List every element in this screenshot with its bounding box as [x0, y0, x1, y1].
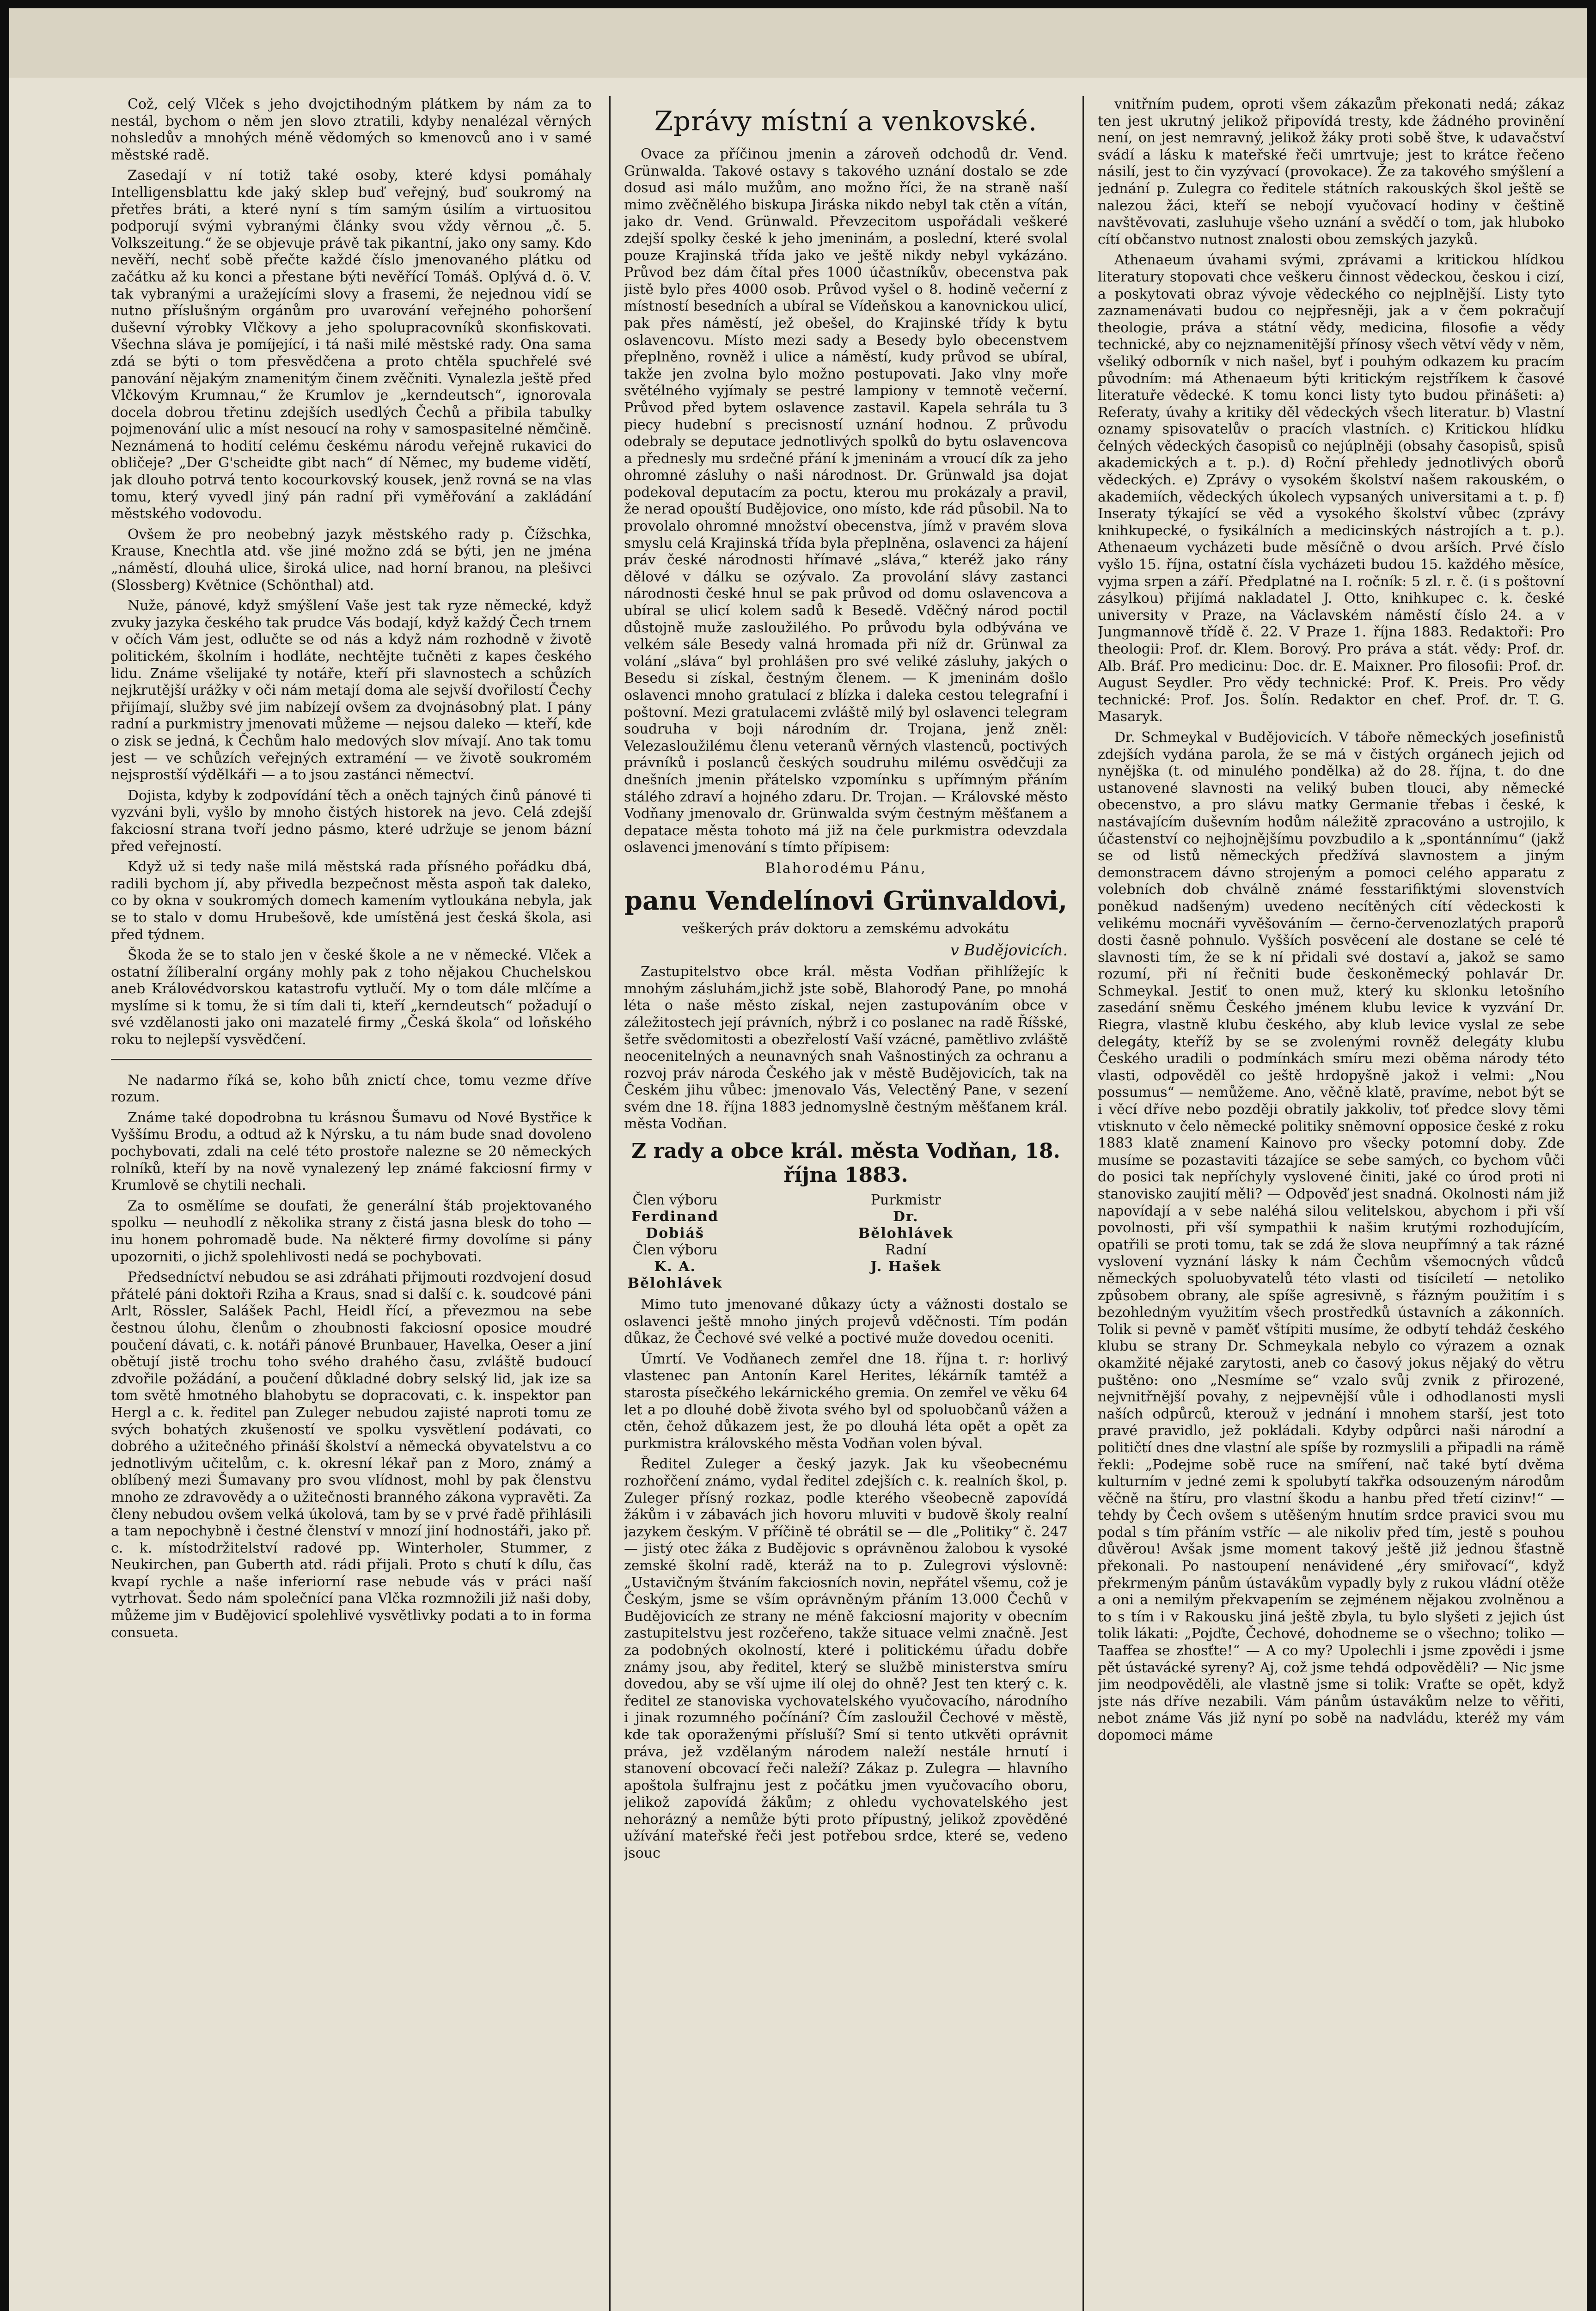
article-paragraph: Známe také dopodrobna tu krásnou Šumavu od Nové Bystřice k Vyššímu Brodu, a odtud až k Nýrsku, a tu nám bude snad dovoleno pochybovati, zdali na celé této prostoře nalezne se 20 německých rolníků, kteří by na nově vynalezený lep známé fakciosní firmy v Krumlově se chytili nechali. [111, 1109, 592, 1194]
left-column-continued-article [111, 1072, 592, 1642]
news-paragraph: Ovace za příčinou jmenin a zároveň odchodů dr. Vend. Grünwalda. Takové ostavy s takového uznání dostalo se zde dosud asi málo mužům, ano možno říci, že na straně naší mimo zvěčnělého biskupa Jiráska nikdo nebyl tak ctěn a vítán, jako dr. Vend. Grünwald. Převzecitom uspořádali veškeré zdejší spolky české k jeho jmeninám, a poslední, které svolal pouze Krajinská třída jako ve ještě nikdy nebyl vykázáno. Průvod bez dám čítal přes 1000 účastníkův, obecenstva pak jistě bylo přes 4000 osob. Průvod vyšel o 8. hodině večerní z místností besedních a ubíral se Vídeňskou a kanovnickou ulicí, pak přes náměstí, jež obešel, do Krajinské třídy k bytu oslavencovu. Místo mezi sady a Besedy bylo obecenstvem přeplněno, rovněž i ulice a náměstí, kudy průvod se ubíral, takže jen zvolna bylo možno postupovati. Jako vlny moře světélného vyjímaly se pestré lampiony v temnotě večerní. Průvod před bytem oslavence zastavil. Kapela sehrála tu 3 piecy hudební s precisností uznání hodnou. Z průvodu odebraly se deputace jednotlivých spolků do bytu oslavencova a přednesly mu srdečné přání k jmeninám a vroucí dík za jeho ohromné zásluhy o naši národnost. Dr. Grünwald jsa dojat podekoval deputacím za poctu, kterou mu prokázaly a pravil, že nerad opouští Budějovice, ono místo, kde rád působil. Na to provolalo ohromné množství obecenstva, jímž v pravém slova smyslu celá Krajinská třída byla přeplněna, oslavenci za hájení práv české národnosti hřímavé „sláva,“ kteréž jako rány dělové v dálku se ozývalo. Za provolání slávy zastanci národnosti české hnul se pak průvod od domu oslavencova a ubíral se ulicí kolem sadů k Besedě. Vděčný národ poctil důstojně muže zasloužilého. Po průvodu byla odbývána ve velkém sále Besedy valná hromada při níž dr. Grünwal za volání „sláva“ byl prohlášen pro své veliké zásluhy, jakých o Besedu si získal, čestným členem. — K jmeninám došlo oslavenci mnoho gratulací z blízka i daleka cestou telegrafní i poštovní. Mezi gratulacemi zvláště milý byl oslavenci telegram soudruha v boji národním dr. Trojana, jenž zněl: Velezasloužilému členu veteranů věrných vlastenců, poctivých právníků i poslanců českých soudruhu milému osvědčuji za dnešních jmenin přátelsko vzpomínku s upřímným přáním stálého zdraví a hojného zdaru. Dr. Trojan. — Královské město Vodňany jmenovalo dr. Grünwalda svým čestným měšťanem a depatace města tohoto má již na čele purkmistra odevzdala oslavenci jmenování s tímto přípisem: [624, 146, 1068, 856]
news-paragraph: Úmrtí. Ve Vodňanech zemřel dne 18. října t. r: horlivý vlastenec pan Antonín Karel Herites, lékárník tamtéž a starosta písečkého lekárnického gremia. On zemřel ve věku 64 let a po dlouhé době života svého byl od spoluobčanů vážen a ctěn, čehož důkazem jest, že po dlouhá léta opět a opět za purkmistra královského města Vodňan volen býval. [624, 1351, 1068, 1452]
honorary-citizenship-notice [624, 860, 1068, 1292]
column-left [111, 96, 592, 2311]
left-column-articles [111, 96, 592, 1049]
newspaper-page [9, 8, 1587, 2311]
signature-name: Dr. Bělohlávek [858, 1209, 954, 1242]
article-paragraph: Ovšem že pro neobebný jazyk městského rady p. Čížschka, Krause, Knechtla atd. vše jiné možno zdá se býti, jen ne jména „náměstí, dlouhá ulice, široká ulice, nad horní branou, na plešivci (Slossberg) Květnice (Schönthal) atd. [111, 526, 592, 593]
article-paragraph: Nuže, pánové, když smýšlení Vaše jest tak ryze německé, když zvuky jazyka českého tak prudce Vás bodají, když každý Čech trnem v očích Vám jest, odlučte se od nás a když nám rozhodně v životě politickém, školním i hodláte, nechtějte tučněti z kapes českého lidu. Známe všelijaké ty notáře, kteří při slavnostech a schůzích nejkrutější urážky v oči nám metají doma ale sejvší dvořilostí Čechy přijímají, služby své jim nabízejí ovšem za dvojnásobný plat. I pány radní a purkmistry jmenovati můžeme — nejsou daleko — kteří, kde o zisk se jedná, k Čechům halo medových slov mívají. Ano tak tomu jest — ve schůzích veřejných extraméní — ve životě soukromém nejsprostší výdělkáři — a to jsou zastánci němectví. [111, 598, 592, 783]
signature-name: K. A. Bělohlávek [627, 1259, 723, 1292]
right-column-articles [1098, 96, 1565, 1744]
notice-subtitle: veškerých práv doktoru a zemskému advokátu [682, 920, 1009, 937]
article-paragraph: Zasedají v ní totiž také osoby, které kdysi pomáhaly Intelligensblattu kde jaký sklep buď veřejný, buď soukromý na přetřes bráti, a které nyní s tím samým úsilím a virtuositou podporují svými vybranými články svou vždy věrnou „č. 5. Volkszeitung.“ že se objevuje právě tak pikantní, jako ony samy. Kdo nevěří, nechť sobě přečte každé číslo jmenovaného plátku od začátku až ku konci a přestane býti nevěřící Tomáš. Oplývá d. ö. V. tak vybranými a uražejícími slovy a frasemi, že nejednou vidí se nutno příslušným orgánům pro uvarování veřejného pohoršení duševní výrobky Vlčkovy a jeho spolupracovníků skonfiskovati. Všechna sláva je pomíjející, i tá naši milé městské rady. Ona sama zdá se býti o tom přesvědčena a proto chtěla spuchřelé své panování nějakým znamenitým činem zvěčniti. Vynalezla ještě před Vlčkovým Krumnau,“ že Krumlov je „kerndeutsch“, ignorovala docela dobrou třetinu zdejších usedlých Čechů a přibila tabulky pojmenování ulic a míst nesoucí na rohy v samospasitelné němčině. Neznámená to hodití celému českému národu veřejně rukavici do obličeje? „Der G'scheidte gibt nach“ dí Němec, my budeme vidětí, jak dlouho potrvá tento kocourkovský kousek, jenž rovná se na vlas tomu, který vyvedl jiný pán radní při vyměřování a zakládání městského vodovodu. [111, 167, 592, 522]
page-top-margin [9, 8, 1587, 78]
news-paragraph: Athenaeum úvahami svými, zprávami a kritickou hlídkou literatury stopovati chce veškeru činnost vědeckou, českou i cizí, a poskytovati obraz vývoje vědeckého co nejplnější. Listy tyto zaznamenávati budou co nejpřesněji, jak a v čem pokračují theologie, práva a státní vědy, medicina, filosofie a vědy technické, aby co nejznamenitější přínosy všech větví vědy v něm, všeliký odborník v nich našel, byť i pouhým odkazem ku pracím původním: má Athenaeum býti kritickým rejstříkem k časové literatuře vědecké. K tomu konci listy tyto budou přinášeti: a) Referaty, úvahy a kritiky děl vědeckých všech literatur. b) Vlastní oznamy spisovatelův o pracích vlastních. c) Kritickou hlídku čelných vědeckých časopisů co nejúplněji (obsahy časopisů, spisů akademických a t. p.). d) Roční přehledy jednotlivých oborů vědeckých. e) Zprávy o vysokém školství našem rakouském, o akademiích, vědeckých úkolech vypsaných universitami a t. p. f) Inseraty týkající se věd a vysokého školství vůbec (zprávy knihkupecké, o fysikálních a medicinských nástrojích a t. p.). Athenaeum vycházeti bude měsíčně o dvou arších. Prvé číslo vyšlo 15. října, ostatní čísla vycházeti budou 15. každého měsíce, vyjma srpen a září. Předplatné na I. ročník: 5 zl. r. č. (i s poštovní zásylkou) přijímá nakladatel J. Otto, knihkupec c. k. české university v Praze, na Václavském náměstí číslo 24. a v Jungmannově třídě č. 22. V Praze 1. října 1883. Redaktoři: Pro theologii: Prof. dr. Klem. Borový. Pro práva a stát. vědy: Prof. dr. Alb. Bráf. Pro medicinu: Doc. dr. E. Maixner. Pro filosofii: Prof. dr. August Seydler. Pro vědy technické: Prof. K. Preis. Pro vědy technické: Prof. Jos. Šolín. Redaktor en chef. Prof. dr. T. G. Masaryk. [1098, 252, 1565, 725]
notice-body: Zastupitelstvo obce král. města Vodňan přihlížejíc k mnohým zásluhám,jichž jste sobě, Blahorodý Pane, po mnohá léta o naše město získal, nejen zastupováním obce v záležitostech její právních, nýbrž i co poslanec na radě Říšské, šetře svědomitosti a obezřelostí Vaší vzácné, pamětlivo zvláště neocenitelných a neunavných snah Vašnostiných za ochranu a rozvoj práv národa Českého jak v městě Budějovicích, tak na Českém jihu vůbec: jmenovalo Vás, Velectěný Pane, v sezení svém dne 18. října 1883 jednomyslně čestným měšťanem král. města Vodňan. [624, 964, 1068, 1132]
notice-recipient-name: panu Vendelínovi Grünvaldovi, [624, 885, 1068, 916]
article-paragraph: Ne nadarmo říká se, koho bůh znictí chce, tomu vezme dříve rozum. [111, 1072, 592, 1106]
notice-footer: Z rady a obce král. města Vodňan, 18. října 1883. [631, 1139, 1060, 1187]
article-paragraph: Za to osmělíme se doufati, že generální štáb projektovaného spolku — neuhodlí z několika strany z čistá jasna blesk do toho — inu honem pohromadě bude. Na některé firmy dovolíme si pány upozorniti, o jichž spolehlivosti nedá se pochybovati. [111, 1198, 592, 1265]
signature-role: Radní [885, 1242, 927, 1259]
article-paragraph: Škoda že se to stalo jen v české škole a ne v německé. Vlček a ostatní žíliberalní orgány mohly pak z toho nějakou Chuchelskou aneb Královédvorskou katastrofu vytlučí. My o tom dále mlčíme a myslíme si k tomu, že si tím dali ti, kteří „kerndeutsch“ požadují o své vzdělanosti jako oni mazatelé firmy „Česká škola“ od loňského roku to nejlepší vysvědčení. [111, 947, 592, 1048]
notice-signatures [624, 1192, 1068, 1292]
news-paragraph: Ředitel Zuleger a český jazyk. Jak ku všeobecnému rozhořčení známo, vydal ředitel zdejších c. k. realních škol, p. Zuleger přísný rozkaz, podle kterého všeobecně zapovídá žákům i v zábavách jich hovoru mluviti v budově školy realní jazykem českým. V příčině té obrátil se — dle „Politiky“ č. 247 — jistý otec žáka z Budějovic s oprávněnou žalobou k vysoké zemské školní radě, kteráž na to p. Zulegrovi výslovně: „Ustavičným štváním fakciosních novin, nepřátel všemu, což je Českým, jsme se vším oprávněným přáním 13.000 Čechů v Budějovicích ze strany ne méně fakciosní majority v obecním zastupitelstvu jest rozčeřeno, takže situace velmi značně. Jest za podobných okolností, které i politickému úřadu dobře známy jsou, aby ředitel, který se službě ministerstva smíru dovedou, aby se vší ujme ilí olej do ohně? Jest ten který c. k. ředitel ze stanoviska vychovatelského vyučovacího, národního i jinak rozumného počínání? Čím zasloužil Čechové v městě, kde tak oporaženými přísluší? Smí si tento utkvěti oprávnit práva, jež vzdělaným národem naleží nestále hrnutí i stanovení obcovací řeči naleží? Zákaz p. Zulegra — hlavního apoštola šulfrajnu jest z počátku jmen vyučovacího oboru, jelikož zapovídá žákům; z ohledu vychovatelského jest nehorázný a nemůže býti proto přípustný, jelikož zpověděné užívání mateřské řeči jest potřebou srdce, které se, vedeno jsouc [624, 1456, 1068, 1862]
signature-role: Člen výboru [632, 1192, 718, 1209]
signature-role: Purkmistr [870, 1192, 941, 1209]
article-paragraph: Když už si tedy naše milá městská rada přísného pořádku dbá, radili bychom jí, aby přivedla bezpečnost města aspoň tak daleko, co by okna v soukromých domech kamením vytloukána nebyla, jak se to stalo v domu Hrubešově, kde umístěná jest česká škola, asi před týdnem. [111, 859, 592, 943]
column-rule-1 [609, 96, 611, 2311]
signature-name: Ferdinand Dobiáš [631, 1209, 719, 1242]
article-paragraph: Dojista, kdyby k zodpovídání těch a oněch tajných činů pánové ti vyzváni byli, vyšlo by mnoho čistých historek na jevo. Celá zdejší fakciosní strana tvoří jedno pásmo, které udržuje se jenom bázní před veřejností. [111, 787, 592, 855]
article-paragraph: Předsedníctví nebudou se asi zdráhati přijmouti rozdvojení dosud přátelé páni doktoři Rziha a Kraus, snad si další c. k. soudcové páni Arlt, Rössler, Salášek Pachl, Heidl řící, a převezmou na sebe čestnou úlohu, členům o zhoubnosti fakciosní oposice moudré poučení dávati, c. k. notáři pánové Brunbauer, Havelka, Oeser a jiní obětují jistě trochu toho svého drahého času, zvláště budoucí zdvořile požádání, a poučení důkladné dobry selský lid, jak ize sa tom světě hmotného blahobytu se dopracovati, c. k. inspektor pan Hergl a c. k. ředitel pan Zuleger nebudou zajisté naproti tomu ze svých bohatých zkušeností ve spolku vysvětlení podávati, co dobrého a užitečného přináší školství a německá obyvatelstvu a co jednotlivým učitelům, c. k. okresní lékař pan z Moro, známý a oblíbený mezi Šumavany pro svou vlídnost, mohl by pak členstvu mnoho ze zdravovědy a o užitečnosti branného zákona vypravěti. Za členy nebudou ovšem velká úkolová, tam by se v prvé řadě přihlásili a tam nepochybně i čestné členství v mnozí jiní hodnostáři, jako př. c. k. místodržitelství radové pp. Winterholer, Stummer, z Neukirchen, pan Guberth atd. rádi přijali. Proto s chutí k dílu, čas kvapí rychle a naše inferiorní rase nebude vás v práci naší vytrhovat. Šedo nám společnící pana Vlčka rozmnožili již naši doby, můžeme jim v Budějovicí spolehlivé vysvětlivky podati a to in forma consueta. [111, 1269, 592, 1641]
column-right [1098, 96, 1565, 2311]
section-heading: Zprávy místní a venkovské. [654, 105, 1038, 137]
signature-left [624, 1192, 837, 1292]
local-news-articles [624, 146, 1068, 856]
column-middle [624, 96, 1068, 2311]
news-paragraph: Mimo tuto jmenované důkazy úcty a vážnosti dostalo se oslavenci ještě mnoho jiných projevů vděčnosti. Tím podán důkaz, že Čechové své velké a poctivé muže dovedou oceniti. [624, 1296, 1068, 1347]
signature-role: Člen výboru [632, 1242, 718, 1259]
news-paragraph: vnitřním pudem, oproti všem zákazům překonati nedá; zákaz ten jest ukrutný jelikož připovídá tresty, kde žádného provinění není, on jest nemravný, jelikož žáky proti sobě štve, k udavačství svádí a lásku k mateřské řeči umrtvuje; jest to krátce řečeno násilí, jest to čin vyzývací (provokace). Že za takového smýšlení a jednání p. Zulegra co ředitele státních rakouských škol ještě se nalezou žáci, kteří se nebojí vyučovací hodiny v češtině navštěvovati, zasluhuje všeho uznání a svědčí o tom, jak hluboko cítí občanstvo nutnost znalosti obou zemských jazyků. [1098, 96, 1565, 248]
notice-place: v Budějovicích. [950, 941, 1068, 960]
left-column-divider [111, 1059, 592, 1060]
column-rule-2 [1082, 96, 1084, 2311]
signature-right [855, 1192, 1068, 1292]
article-paragraph: Což, celý Vlček s jeho dvojctihodným plátkem by nám za to nestál, bychom o něm jen slovo ztratili, kdyby nenalézal věrných nohsledův a mnohých méně vědomých so kmenovců ano i v samé městské radě. [111, 96, 592, 163]
local-news-continued [624, 1296, 1068, 1862]
news-paragraph: Dr. Schmeykal v Budějovicích. V táboře německých josefinistů zdejších vydána parola, že se má v čistých orgánech jejich od nynějška (t. od minulého pondělka) až do 28. října, t. do dne ustanovené slavnosti na veliký buben tlouci, aby německé obecenstvo, a pro slávu matky Germanie třebas i české, k nastávajícím duševním hodům náležitě zpracováno a ustrojilo, k účastenství co nejhojnějšímu povzbudilo a k „spontánnímu“ (jakž se od listů německých předžívá slavnostem a jiným demonstracem dávno strojeným a pomoci celého apparatu z volebních dob chválně známé fesstarifiktými slovenstvích poněkud nadšeným) uvedeno necítěných cítí vědeckosti k velikému mocnáři vyvěšováním — černo-červenozlatých praporů dosti časně pohnulo. Vyšších posvěcení ale dostane se celé té slavnosti tím, že se k ní přidali své dostaví a, jakož se samo rozumí, při ní řečniti bude českoněmecký pohlavár Dr. Schmeykal. Jestiť to onen muž, který ku sklonku letošního zasedání sněmu Českého jménem klubu levice k vyzvání Dr. Riegra, vlastně klubu českého, aby klub levice vyslal ze sebe delegáty, kteříž by se se zvolenými rovněž delegáty klubu Českého uradili o podmínkách smíru mezi oběma národy této vlasti, odpověděl co ještě hrdopyšně jakož i velmi: „Nou possumus“ — nemůžeme. Ano, věčně klatě, pravíme, nebot být se i věcí dříve nebo později obratily jakkoliv, toť předce slovy těmi vtisknuto v čelo německé politiky sněmovní opposice české z roku 1883 klatě znamení Kainovo pro všecky potomní doby. Zde musíme se pozastaviti tázajíce se sebe samých, co bychom vůči do posici tak nepříchyly vyslovené činiti, jaké co úrod proti ni stanovisko zaujití měli? — Odpověď jest snadná. Okolnosti nám již napovídají a v sebe naléhá silou velitelskou, abychom i při vší povolnosti, při vší sympathii k našim krutými rozhodujícím, opatřili se proti tomu, tak se zdá že slova neupřímný a tak rázné vyslovení vyznání lásky k nám Čechům všemocných vůdců německých spoluobyvatelů této vlasti od tisíciletí — netoliko způsobem obrany, ale spíše agresivně, s řázným použitím i s bezohledným využitím všech prostředků ústavních a zákonních. Tolik si pevně v paměť vštípiti musíme, že odbytí tehdáž českého klubu se strany Dr. Schmeykala nebylo co výrazem a oznak okamžité nějaké zarytosti, aneb co časový jokus nějaký do větru puštěno: ono „Nesmíme se“ vzalo svůj zvnik z přirozené, nejvnitřnější povahy, z nejpevnější vůle i odhodlanosti mysli naších odpůrců, kterouž v jednání i mnohem starší, jest toto pravé pravidlo, jež pokládali. Kdyby odpůrci naši národní a političtí dnes dne vlastní ale spíše by rozmyslili a připadli na rámě řekli: „Podejme sobě ruce na smíření, nač také bytí dvěma kulturním v jedné zemi k spolubytí takřka odsouzeným národům věčně na štíru, pro vlastní škodu a hanbu před třetí cizinv!“ — tehdy by Čech ovšem s utěšeným hnutím srdce pravici svou mu podal s tím přáním vstříc — ale nikoliv před tím, jestě s pouhou důvěrou! Avšak jsme moment takový ještě již jednou šťastně překonali. Po nastoupení nenávidené „éry smiřovací“, když překrmeným pánům ústavákům vypadly byly z rukou vládní otěže a oni a nemilým překvapením se zejménem nějakou zvolněnou a to s tím i v Rakousku jiná ještě zbyla, tu bylo slyšeti z jejich úst tolik lákati: „Pojďte, Čechové, dohodneme se o všechno; toliko — Taaffea se zhosťte!“ — A co my? Upolechli i jsme zpovědi i jsme pět ústavácké syreny? Aj, což jsme tehdá odpověděli? — Nic jsme jim neodpověděli, ale vlastně jsme si tolik: Vraťte se opět, když jste nás dříve nezabili. Vám pánům ústavákům nelze to věřiti, nebot známe Vás již nyní po sobě na nadvládu, kteréž my vám dopomoci máme [1098, 729, 1565, 1743]
notice-salutation: Blahorodému Pánu, [765, 860, 927, 876]
signature-name: J. Hašek [870, 1259, 942, 1275]
